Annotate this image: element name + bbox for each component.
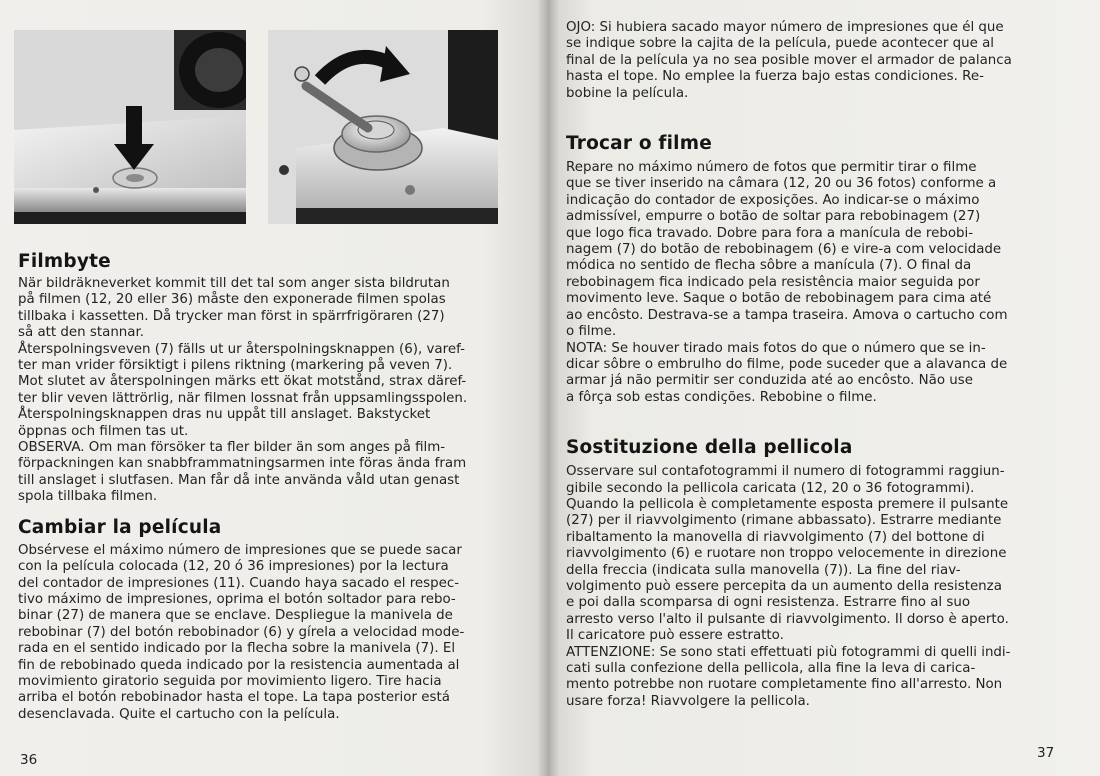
text-line: NOTA: Se houver tirado mais fotos do que o número que se in- <box>566 340 986 356</box>
text-line: Repare no máximo número de fotos que permitir tirar o filme <box>566 160 977 176</box>
text-line: gibile secondo la pellicola caricata (12, 20 o 36 fotogrammi). <box>566 480 975 496</box>
text-line: mento potrebbe non ruotare completamente fino all'arresto. Non <box>566 677 1003 693</box>
right-page <box>548 0 1100 776</box>
text-line: tillbaka i kassetten. Då trycker man först in spärrfrigöraren (27) <box>18 308 445 324</box>
text-line: e poi dalla scomparsa di ogni resistenza. Estrarre fino al suo <box>566 595 971 611</box>
text-line: admissível, empurre o botão de soltar para rebobinagem (27) <box>566 209 981 225</box>
right-text-column <box>566 20 1058 710</box>
text-line: på filmen (12, 20 eller 36) måste den exponerade filmen spolas <box>18 292 446 308</box>
section-heading-sostituzione-della-pellicola: Sostituzione della pellicola <box>566 437 853 459</box>
text-line: movimiento giratorio seguida por movimiento ligero. Tire hacia <box>18 673 442 689</box>
text-line: OBSERVA. Om man försöker ta fler bilder än som anges på film- <box>18 440 446 456</box>
text-line: nagem (7) do botão de rebobinagem (6) e vire-a com velocidade <box>566 242 1002 258</box>
text-line: binar (27) de manera que se enclave. Despliegue la manivela de <box>18 608 453 624</box>
text-line: della freccia (indicata sulla manovella (7)). La fine del riav- <box>566 562 961 578</box>
text-line: Osservare sul contafotogrammi il numero di fotogrammi raggiun- <box>566 464 1005 480</box>
section-body-sostituzione-della-pellicola <box>566 464 1058 710</box>
text-line: riavvolgimento (6) e ruotare non troppo velocemente in direzione <box>566 546 1007 562</box>
text-line: (27) per il riavvolgimento (rimane abbassato). Estrarre mediante <box>566 513 1002 529</box>
text-line: Återspolningsknappen dras nu uppåt till anslaget. Bakstycket <box>18 407 431 423</box>
text-line: ao encôsto. Destrava-se a tampa traseira. Amova o cartucho com <box>566 307 1008 323</box>
text-line: desenclavada. Quite el cartucho con la película. <box>18 706 340 722</box>
text-line: módica no sentido de flecha sôbre a manícula (7). O final da <box>566 258 972 274</box>
page-number-left: 36 <box>20 752 38 768</box>
text-line: arriba el botón rebobinador hasta el tope. La tapa posterior está <box>18 690 450 706</box>
section-heading-trocar-o-filme: Trocar o filme <box>566 133 712 155</box>
text-line: tivo máximo de impresiones, oprima el botón soltador para rebo- <box>18 591 456 607</box>
text-line: förpackningen kan snabbframmatningsarmen inte föras ända fram <box>18 456 467 472</box>
text-line: hasta el tope. No emplee la fuerza bajo estas condiciones. Re- <box>566 69 984 85</box>
text-line: volgimento può essere percepita da un aumento della resistenza <box>566 578 1002 594</box>
text-line: que se tiver inserido na câmara (12, 20 ou 36 fotos) conforme a <box>566 176 997 192</box>
text-line: fin de rebobinado queda indicado por la resistencia aumentada al <box>18 657 460 673</box>
text-line: ter man vrider försiktigt i pilens riktning (markering på veven 7). <box>18 358 453 374</box>
text-line: final de la película ya no sea posible mover el armador de palanca <box>566 52 1012 68</box>
intro-paragraph-ojo <box>566 20 1058 102</box>
text-line: con la película colocada (12, 20 ó 36 impresiones) por la lectura <box>18 559 449 575</box>
text-line: öppnas och filmen tas ut. <box>18 423 189 439</box>
text-line: del contador de impresiones (11). Cuando haya sacado el respec- <box>18 575 460 591</box>
text-line: arresto verso l'alto il pulsante di riavvolgimento. Il dorso è aperto. <box>566 611 1009 627</box>
text-line: rebobinar (7) del botón rebobinador (6) y gírela a velocidad mode- <box>18 624 465 640</box>
text-line: se indique sobre la cajita de la película, puede acontecer que al <box>566 36 995 52</box>
text-line: ribaltamento la manovella di riavvolgimento (7) del bottone di <box>566 529 985 545</box>
section-body-filmbyte <box>18 276 513 506</box>
section-body-cambiar-la-pelicula <box>18 543 513 723</box>
camera-release-button-photo <box>14 30 246 224</box>
text-line: Återspolningsveven (7) fälls ut ur återspolningsknappen (6), varef- <box>18 341 465 357</box>
page-number-right: 37 <box>1037 745 1055 761</box>
text-line: rada en el sentido indicado por la flecha sobre la manivela (7). El <box>18 641 456 657</box>
left-text-column <box>18 250 513 723</box>
text-line: indicação do contador de exposições. Ao indicar-se o máximo <box>566 192 980 208</box>
text-line: usare forza! Riavvolgere la pellicola. <box>566 693 810 709</box>
text-line: dicar sôbre o embrulho do filme, pode suceder que a alavanca de <box>566 356 1008 372</box>
text-line: När bildräkneverket kommit till det tal som anger sista bildrutan <box>18 276 450 291</box>
text-line: Obsérvese el máximo número de impresiones que se puede sacar <box>18 542 462 558</box>
text-line: Mot slutet av återspolningen märks ett ökat motstånd, strax däref- <box>18 374 467 390</box>
section-heading-cambiar-la-pelicula: Cambiar la película <box>18 516 222 538</box>
rewind-crank-with-arrow-illustration <box>268 30 498 224</box>
text-line: rebobinagem fica indicado pela resistência maior seguida por <box>566 274 980 290</box>
text-line: que logo fica travado. Dobre para fora a manícula de rebobi- <box>566 225 974 241</box>
text-line: så att den stannar. <box>18 325 145 341</box>
text-line: Quando la pellicola è completamente esposta premere il pulsante <box>566 496 1009 512</box>
text-line: o filme. <box>566 324 617 340</box>
text-line: ter blir veven lättrörlig, när filmen lossnat från uppsamlingsspolen. <box>18 390 468 406</box>
text-line: OJO: Si hubiera sacado mayor número de impresiones que él que <box>566 20 1004 35</box>
section-heading-filmbyte: Filmbyte <box>18 251 111 272</box>
left-page <box>0 0 548 776</box>
text-line: ATTENZIONE: Se sono stati effettuati più fotogrammi di quelli indi- <box>566 644 1011 660</box>
text-line: movimento leve. Saque o botão de rebobinagem para cima até <box>566 291 992 307</box>
camera-top-with-arrow-illustration <box>14 30 246 224</box>
text-line: cati sulla confezione della pellicola, alla fine la leva di carica- <box>566 661 976 676</box>
text-line: till anslaget i slutfasen. Man får då inte använda våld utan genast <box>18 472 460 488</box>
text-line: bobine la película. <box>566 85 689 101</box>
text-line: Il caricatore può essere estratto. <box>566 628 784 644</box>
text-line: a fôrça sob estas condições. Rebobine o filme. <box>566 389 877 405</box>
camera-rewind-crank-photo <box>268 30 498 224</box>
text-line: armar já não permitir ser conduzida até ao encôsto. Não use <box>566 373 973 389</box>
text-line: spola tillbaka filmen. <box>18 489 158 505</box>
section-body-trocar-o-filme <box>566 160 1058 406</box>
